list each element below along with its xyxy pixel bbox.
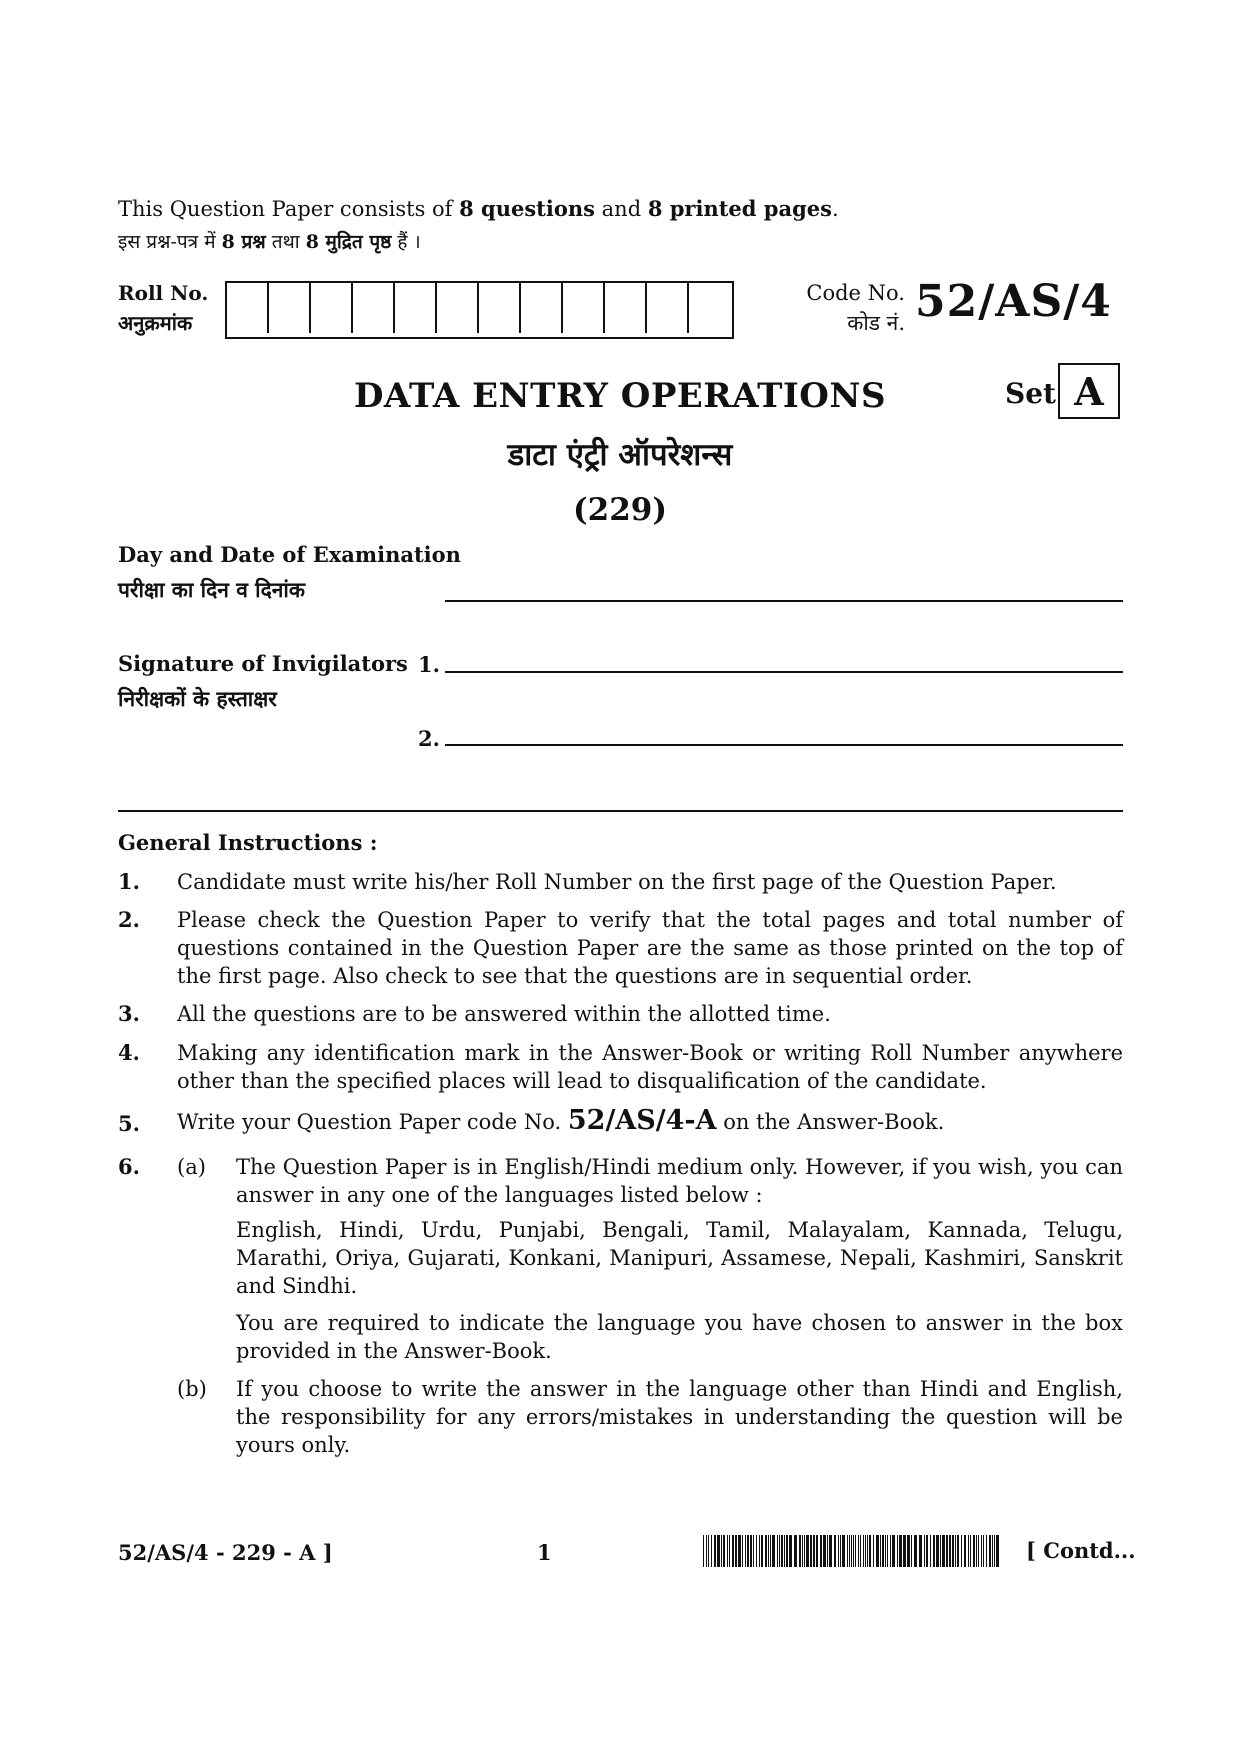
roll-number-box[interactable] bbox=[311, 283, 353, 333]
barcode-bar bbox=[813, 1535, 815, 1567]
barcode-bar bbox=[957, 1535, 959, 1567]
barcode-bar bbox=[753, 1535, 754, 1567]
barcode-bar bbox=[903, 1535, 906, 1567]
barcode-bar bbox=[978, 1535, 979, 1567]
instruction-number: 3. bbox=[118, 1001, 140, 1026]
barcode-bar bbox=[756, 1535, 757, 1567]
roll-number-box[interactable] bbox=[437, 283, 479, 333]
set-label: Set bbox=[1005, 377, 1056, 410]
subject-title: DATA ENTRY OPERATIONS bbox=[353, 376, 887, 416]
barcode-bar bbox=[919, 1535, 922, 1567]
barcode-bar bbox=[890, 1535, 891, 1567]
instruction-text: Candidate must write his/her Roll Number on the first page of the Question Paper. bbox=[177, 870, 1057, 894]
subject-title-hindi: डाटा एंट्री ऑपरेशन्स bbox=[507, 437, 733, 473]
roll-number-box[interactable] bbox=[269, 283, 311, 333]
barcode-bar bbox=[860, 1535, 861, 1567]
instruction-text: Making any identification mark in the Answer-Book or writing Roll Number anywhere other than the specified places will lead to disqualification of the candidate. bbox=[177, 1041, 1123, 1093]
instruction-number: 1. bbox=[118, 869, 140, 894]
barcode-bar bbox=[873, 1535, 874, 1567]
barcode-bar bbox=[961, 1535, 962, 1567]
barcode-bar bbox=[924, 1535, 925, 1567]
barcode-bar bbox=[838, 1535, 839, 1567]
roll-number-box[interactable] bbox=[479, 283, 521, 333]
instructions-title: General Instructions : bbox=[118, 830, 378, 855]
roll-number-box[interactable] bbox=[689, 283, 732, 333]
barcode-bar bbox=[777, 1535, 778, 1567]
instruction-text: Please check the Question Paper to verify that the total pages and total number of questions contained in the Question Paper are the same as those printed on the top of the first page. Also check to see that the questions are in sequential order. bbox=[177, 908, 1123, 988]
barcode-bar bbox=[914, 1535, 917, 1567]
language-list: English, Hindi, Urdu, Punjabi, Bengali, Tamil, Malayalam, Kannada, Telugu, Marathi, Oriya, Gujarati, Konkani, Manipuri, Assamese, Nepali, Kashmiri, Sanskrit and Sindhi. bbox=[236, 1218, 1123, 1298]
barcode-bar bbox=[765, 1535, 767, 1567]
answer-book-code: 52/AS/4-A bbox=[567, 1105, 717, 1136]
barcode-bar bbox=[899, 1535, 902, 1567]
barcode-bar bbox=[897, 1535, 898, 1567]
barcode-bar bbox=[936, 1535, 939, 1567]
barcode-bar bbox=[973, 1535, 975, 1567]
roll-number-box[interactable] bbox=[353, 283, 395, 333]
barcode-bar bbox=[806, 1535, 809, 1567]
barcode-bar bbox=[876, 1535, 879, 1567]
roll-number-box[interactable] bbox=[605, 283, 647, 333]
barcode-bar bbox=[827, 1535, 828, 1567]
barcode-bar bbox=[946, 1535, 948, 1567]
instruction-number: 6. bbox=[118, 1154, 140, 1179]
barcode-bar bbox=[794, 1535, 797, 1567]
barcode-bar bbox=[761, 1535, 763, 1567]
roll-number-label: Roll No. अनुक्रमांक bbox=[118, 281, 209, 335]
barcode-bar bbox=[976, 1535, 977, 1567]
barcode-bar bbox=[770, 1535, 771, 1567]
barcode-bar bbox=[802, 1535, 803, 1567]
barcode-bar bbox=[789, 1535, 792, 1567]
barcode-bar bbox=[729, 1535, 730, 1567]
barcode-bar bbox=[887, 1535, 888, 1567]
barcode-bar bbox=[926, 1535, 928, 1567]
barcode-bar bbox=[933, 1535, 935, 1567]
barcode-bar bbox=[855, 1535, 856, 1567]
paper-info-hindi: इस प्रश्न-पत्र में 8 प्रश्न तथा 8 मुद्रित पृष्ठ हैं । bbox=[118, 231, 421, 253]
exam-date-line[interactable] bbox=[445, 600, 1123, 602]
signature-number-2: 2. bbox=[418, 726, 440, 751]
barcode-bar bbox=[869, 1535, 871, 1567]
barcode-bar bbox=[717, 1535, 720, 1567]
barcode-bar bbox=[829, 1535, 832, 1567]
paper-code: 52/AS/4 bbox=[915, 276, 1112, 327]
barcode-bar bbox=[942, 1535, 945, 1567]
barcode-bar bbox=[772, 1535, 775, 1567]
exam-date-label: Day and Date of Examination परीक्षा का दिन व दिनांक bbox=[118, 542, 461, 602]
instruction-text: Write your Question Paper code No. 52/AS/4-A on the Answer-Book. bbox=[177, 1105, 945, 1136]
barcode-bar bbox=[882, 1535, 884, 1567]
barcode-bar bbox=[779, 1535, 780, 1567]
barcode-bar bbox=[949, 1535, 951, 1567]
barcode-bar bbox=[847, 1535, 848, 1567]
set-value-box: A bbox=[1058, 363, 1120, 419]
instruction-number: 4. bbox=[118, 1040, 140, 1065]
barcode-bar bbox=[981, 1535, 982, 1567]
barcode-bar bbox=[768, 1535, 769, 1567]
barcode-bar bbox=[983, 1535, 984, 1567]
barcode-bar bbox=[940, 1535, 941, 1567]
barcode-bar bbox=[804, 1535, 805, 1567]
barcode-bar bbox=[703, 1535, 704, 1567]
instruction-text: If you choose to write the answer in the language other than Hindi and English, the responsibility for any errors/mistakes in understanding the question will be yours only. bbox=[236, 1377, 1123, 1457]
barcode-bar bbox=[708, 1535, 709, 1567]
continued-label: [ Contd... bbox=[1026, 1538, 1136, 1563]
barcode-bar bbox=[952, 1535, 954, 1567]
section-divider bbox=[118, 810, 1123, 812]
barcode-bar bbox=[865, 1535, 866, 1567]
roll-number-box[interactable] bbox=[563, 283, 605, 333]
barcode-bar bbox=[745, 1535, 746, 1567]
barcode-bar bbox=[911, 1535, 912, 1567]
barcode-bar bbox=[810, 1535, 812, 1567]
page-number: 1 bbox=[537, 1540, 552, 1565]
barcode-bar bbox=[842, 1535, 845, 1567]
barcode-bar bbox=[930, 1535, 931, 1567]
sub-instruction-label: (a) bbox=[177, 1155, 206, 1179]
barcode-bar bbox=[706, 1535, 707, 1567]
barcode-bar bbox=[799, 1535, 801, 1567]
barcode-bar bbox=[732, 1535, 734, 1567]
barcode-bar bbox=[742, 1535, 743, 1567]
barcode-bar bbox=[735, 1535, 737, 1567]
instruction-text: The Question Paper is in English/Hindi medium only. However, if you wish, you can answer in any one of the languages listed below : bbox=[236, 1155, 1123, 1207]
signature-number-1: 1. bbox=[418, 652, 440, 677]
barcode-bar bbox=[986, 1535, 987, 1567]
signature-line-2[interactable] bbox=[445, 744, 1123, 746]
barcode-bar bbox=[880, 1535, 881, 1567]
barcode-bar bbox=[992, 1535, 993, 1567]
instruction-number: 5. bbox=[118, 1111, 140, 1136]
barcode-bar bbox=[714, 1535, 716, 1567]
barcode-bar bbox=[892, 1535, 895, 1567]
barcode-bar bbox=[723, 1535, 725, 1567]
barcode-bar bbox=[907, 1535, 910, 1567]
barcode-bar bbox=[759, 1535, 760, 1567]
barcode-bar bbox=[955, 1535, 956, 1567]
barcode-bar bbox=[820, 1535, 822, 1567]
barcode-bar bbox=[727, 1535, 728, 1567]
barcode-bar bbox=[996, 1535, 999, 1567]
instruction-number: 2. bbox=[118, 907, 140, 932]
barcode-bar bbox=[747, 1535, 749, 1567]
instruction-text: You are required to indicate the language you have chosen to answer in the box provided in the Answer-Book. bbox=[236, 1311, 1123, 1363]
barcode-bar bbox=[989, 1535, 991, 1567]
barcode-bar bbox=[711, 1535, 712, 1567]
barcode-bar bbox=[853, 1535, 854, 1567]
barcode-bar bbox=[867, 1535, 868, 1567]
invigilator-signature-label: Signature of Invigilators निरीक्षकों के हस्ताक्षर bbox=[118, 651, 408, 711]
code-number-label: Code No. कोड नं. bbox=[806, 281, 905, 335]
barcode-bar bbox=[863, 1535, 864, 1567]
signature-line-1[interactable] bbox=[445, 671, 1123, 673]
barcode-bar bbox=[858, 1535, 859, 1567]
roll-number-box[interactable] bbox=[521, 283, 563, 333]
barcode-bar bbox=[834, 1535, 836, 1567]
roll-number-boxes[interactable] bbox=[225, 281, 734, 339]
barcode-icon bbox=[703, 1535, 1003, 1567]
barcode-bar bbox=[885, 1535, 886, 1567]
roll-number-box[interactable] bbox=[227, 283, 269, 333]
barcode-bar bbox=[750, 1535, 752, 1567]
subject-code: (229) bbox=[572, 492, 668, 528]
barcode-bar bbox=[784, 1535, 785, 1567]
barcode-bar bbox=[964, 1535, 966, 1567]
barcode-bar bbox=[970, 1535, 971, 1567]
sub-instruction-label: (b) bbox=[177, 1377, 207, 1401]
barcode-bar bbox=[968, 1535, 969, 1567]
barcode-bar bbox=[786, 1535, 788, 1567]
barcode-bar bbox=[781, 1535, 783, 1567]
barcode-bar bbox=[851, 1535, 852, 1567]
barcode-bar bbox=[721, 1535, 722, 1567]
barcode-bar bbox=[994, 1535, 995, 1567]
instruction-text: All the questions are to be answered within the allotted time. bbox=[177, 1002, 831, 1026]
barcode-bar bbox=[816, 1535, 818, 1567]
barcode-bar bbox=[849, 1535, 850, 1567]
barcode-bar bbox=[840, 1535, 841, 1567]
footer-paper-code: 52/AS/4 - 229 - A ] bbox=[118, 1540, 333, 1565]
barcode-bar bbox=[738, 1535, 741, 1567]
roll-number-box[interactable] bbox=[647, 283, 689, 333]
roll-number-box[interactable] bbox=[395, 283, 437, 333]
barcode-bar bbox=[823, 1535, 826, 1567]
paper-info-english: This Question Paper consists of 8 questions and 8 printed pages. bbox=[118, 196, 839, 221]
